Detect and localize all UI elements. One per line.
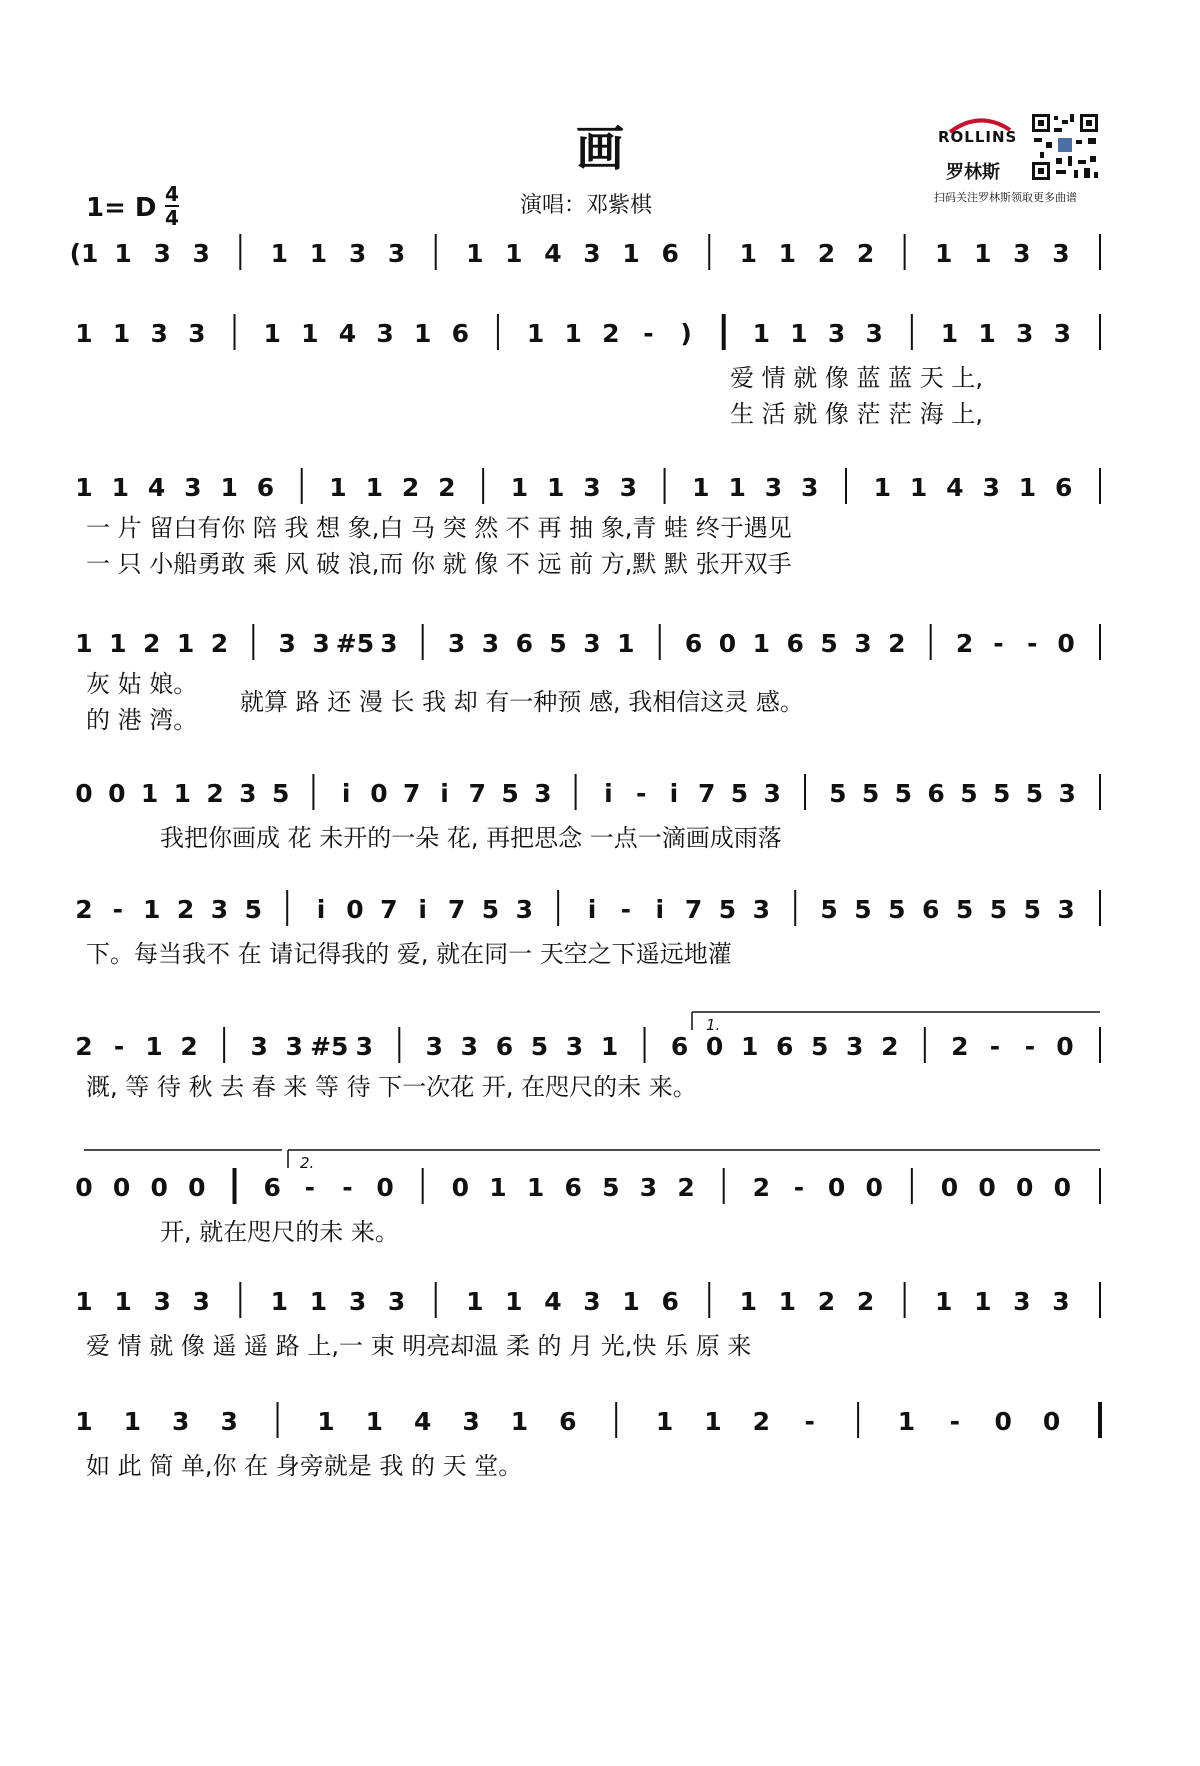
note: 1	[173, 779, 192, 808]
note: 3	[1058, 779, 1076, 808]
lyric-line: 生 活 就 像 茫 茫 海 上,	[730, 400, 984, 428]
note: 1	[270, 1287, 289, 1316]
note: 0	[188, 1173, 206, 1202]
note: 0	[1042, 1407, 1061, 1436]
note: 1	[263, 319, 281, 348]
note: 1	[510, 1407, 529, 1436]
note: 1	[466, 239, 484, 268]
note: 3	[846, 1032, 864, 1061]
note: 1	[365, 1407, 383, 1436]
note: 3	[763, 779, 781, 808]
lyric-line: 如 此 简 单,你 在 身旁就是 我 的 天 堂。	[86, 1452, 523, 1480]
note: 3	[764, 473, 783, 502]
logo-chinese: 罗林斯	[946, 162, 1000, 183]
note: 3	[827, 319, 846, 348]
note: 1	[752, 319, 771, 348]
note: 0	[978, 1173, 996, 1202]
note: 1	[692, 473, 710, 502]
note: 5	[718, 895, 737, 924]
note: 1	[934, 239, 953, 268]
note: 1	[505, 239, 523, 268]
note: -	[1027, 629, 1038, 658]
note: 7	[447, 895, 466, 924]
note: 5	[501, 779, 519, 808]
note: )	[680, 319, 692, 348]
note: 1	[309, 1287, 328, 1316]
note: 4	[544, 239, 562, 268]
note: 6	[661, 1287, 679, 1316]
lyric-line: 灰 姑 娘。	[86, 670, 198, 698]
note: 3	[1053, 319, 1072, 348]
note: 4	[946, 473, 964, 502]
note: 1	[974, 239, 992, 268]
note: 3	[355, 1032, 373, 1061]
note: 1	[75, 319, 93, 348]
note: -	[620, 895, 632, 924]
volta-label: 2.	[300, 1154, 315, 1172]
note: 2	[438, 473, 456, 502]
note: 1	[547, 473, 565, 502]
note: 1	[176, 629, 195, 658]
note: 1	[739, 1287, 758, 1316]
note: 3	[865, 319, 883, 348]
note: 3	[387, 239, 406, 268]
note: 1	[114, 239, 132, 268]
note: 2	[888, 629, 906, 658]
note: 6	[775, 1032, 794, 1061]
note: 5	[811, 1032, 829, 1061]
note: 0	[108, 779, 126, 808]
note: 1	[752, 629, 771, 658]
note: 3	[583, 473, 601, 502]
note: 1	[466, 1287, 484, 1316]
note: 0	[346, 895, 364, 924]
note: 3	[583, 239, 601, 268]
note: 3	[982, 473, 1000, 502]
note: 2	[602, 319, 620, 348]
note: 1	[75, 629, 93, 658]
note: 3	[220, 1407, 238, 1436]
note: 0	[705, 1032, 724, 1061]
note: 0	[994, 1407, 1012, 1436]
note: i	[587, 895, 597, 924]
note: 5	[888, 895, 906, 924]
note: -	[304, 1173, 315, 1202]
note: 0	[370, 779, 388, 808]
note: 5	[730, 779, 749, 808]
note: 3	[1057, 895, 1075, 924]
note: 3	[380, 629, 398, 658]
lyric-line: 爱 情 就 像 蓝 蓝 天 上,	[730, 364, 984, 392]
note: 0	[75, 779, 93, 808]
note: 3	[460, 1032, 479, 1061]
note: 3	[481, 629, 500, 658]
note: 1	[778, 1287, 797, 1316]
note: 2	[677, 1173, 695, 1202]
note: 4	[147, 473, 166, 502]
note: 2	[881, 1032, 899, 1061]
singer-credit: 演唱：邓紫棋	[520, 193, 653, 218]
note: 1	[329, 473, 347, 502]
note: i	[655, 895, 665, 924]
note: 3	[312, 629, 330, 658]
note: 3	[801, 473, 819, 502]
note: 5	[992, 779, 1011, 808]
note: -	[643, 319, 654, 348]
note: 1	[140, 779, 159, 808]
note: 3	[188, 319, 206, 348]
note: 6	[564, 1173, 582, 1202]
note: i	[316, 895, 326, 924]
note: -	[113, 1032, 125, 1061]
note: 1	[778, 239, 797, 268]
note: 1	[790, 319, 808, 348]
lyric-line: 溉, 等 待 秋 去 春 来 等 待 下一次花 开, 在咫尺的未 来。	[86, 1073, 697, 1101]
note: 1	[934, 1287, 953, 1316]
note: 6	[786, 629, 804, 658]
note: 6	[1055, 473, 1073, 502]
qr-caption: 扫码关注罗林斯领取更多曲谱	[934, 191, 1077, 204]
note: 1	[317, 1407, 335, 1436]
note: 5	[829, 779, 847, 808]
note: i	[341, 779, 351, 808]
note: 0	[1057, 629, 1075, 658]
note: 3	[348, 1287, 367, 1316]
note: 1	[526, 319, 545, 348]
note: 3	[184, 473, 202, 502]
note: 6	[559, 1407, 577, 1436]
note: 0	[865, 1173, 883, 1202]
note: #5	[310, 1032, 349, 1061]
note: 5	[820, 629, 838, 658]
note: 6	[263, 1173, 281, 1202]
note: 6	[921, 895, 940, 924]
note: 7	[380, 895, 398, 924]
note: 2	[955, 629, 974, 658]
note: 0	[827, 1173, 846, 1202]
note: 6	[927, 779, 945, 808]
note: 2	[176, 895, 195, 924]
note: -	[342, 1173, 353, 1202]
note: 1	[75, 1407, 93, 1436]
note: 6	[515, 629, 533, 658]
note: 6	[661, 239, 679, 268]
note: 3	[153, 1287, 171, 1316]
note: 1	[897, 1407, 916, 1436]
note: 2	[401, 473, 420, 502]
note: 0	[718, 629, 737, 658]
note: 1	[365, 473, 383, 502]
note: 4	[544, 1287, 562, 1316]
note: 3	[250, 1032, 268, 1061]
lyric-line: 一 只 小船勇敢 乘 风 破 浪,而 你 就 像 不 远 前 方,默 默 张开双手	[86, 550, 792, 578]
note: 1	[112, 319, 131, 348]
note: 3	[210, 895, 229, 924]
note: 1	[413, 319, 432, 348]
note: 0	[112, 1173, 131, 1202]
note: 3	[1013, 239, 1031, 268]
note: (1	[69, 239, 99, 268]
note: 6	[256, 473, 275, 502]
note: 5	[549, 629, 567, 658]
note: 3	[1052, 1287, 1070, 1316]
note: 1	[220, 473, 238, 502]
note: 1	[309, 239, 328, 268]
note: 5	[955, 895, 974, 924]
note: 1	[739, 239, 758, 268]
note: 3	[425, 1032, 444, 1061]
note: 7	[468, 779, 486, 808]
note: 1	[655, 1407, 674, 1436]
note: i	[604, 779, 613, 808]
note: 2	[752, 1407, 771, 1436]
note: -	[1024, 1032, 1036, 1061]
note: 2	[752, 1173, 771, 1202]
note: 1	[974, 1287, 992, 1316]
note: 3	[192, 1287, 210, 1316]
note: 3	[462, 1407, 480, 1436]
note: 5	[602, 1173, 620, 1202]
note: 3	[447, 629, 466, 658]
note: 1	[873, 473, 891, 502]
note: 1	[489, 1173, 507, 1202]
note: 3	[1013, 1287, 1031, 1316]
lyric-line: 我把你画成 花 未开的一朵 花, 再把思念 一点一滴画成雨落	[160, 824, 782, 852]
note: 1	[940, 319, 959, 348]
lyric-line: 开, 就在咫尺的未 来。	[160, 1218, 399, 1246]
key-signature: 1= D	[86, 193, 157, 223]
note: 5	[820, 895, 838, 924]
note: 1	[75, 1287, 93, 1316]
note: 6	[451, 319, 469, 348]
note: -	[635, 779, 647, 808]
note: 1	[704, 1407, 722, 1436]
note: 2	[75, 1032, 93, 1061]
lyric-line: 就算 路 还 漫 长 我 却 有一种预 感, 我相信这灵 感。	[240, 688, 804, 716]
note: 2	[856, 239, 875, 268]
note: 5	[1023, 895, 1041, 924]
note: 1	[143, 895, 161, 924]
note: -	[804, 1407, 815, 1436]
note: 3	[387, 1287, 406, 1316]
note: 4	[413, 1407, 432, 1436]
note: 6	[684, 629, 703, 658]
note: 3	[376, 319, 394, 348]
logo-word: ROLLINS	[938, 128, 1018, 146]
note: 1	[600, 1032, 619, 1061]
note: #5	[335, 629, 375, 658]
note: i	[669, 779, 679, 808]
note: 1	[145, 1032, 163, 1061]
note: -	[793, 1173, 805, 1202]
meter-top: 4	[165, 182, 179, 206]
note: 3	[515, 895, 533, 924]
note: 5	[989, 895, 1008, 924]
note: 1	[622, 1287, 640, 1316]
note: 2	[817, 1287, 836, 1316]
note: 2	[856, 1287, 875, 1316]
note: 3	[192, 239, 210, 268]
note: 1	[301, 319, 319, 348]
note: 3	[172, 1407, 190, 1436]
note: 6	[670, 1032, 689, 1061]
note: 2	[143, 629, 161, 658]
note: 1	[123, 1407, 142, 1436]
note: 3	[285, 1032, 303, 1061]
note: 0	[150, 1173, 168, 1202]
note: 3	[583, 629, 601, 658]
note: 3	[534, 779, 552, 808]
note: 2	[817, 239, 836, 268]
note: 1	[740, 1032, 759, 1061]
note: 1	[270, 239, 289, 268]
note: 7	[403, 779, 421, 808]
note: -	[949, 1407, 961, 1436]
note: 1	[505, 1287, 523, 1316]
note: 5	[530, 1032, 549, 1061]
note: 3	[854, 629, 872, 658]
note: 3	[348, 239, 367, 268]
note: 0	[1056, 1032, 1074, 1061]
note: 0	[376, 1173, 394, 1202]
note: 7	[684, 895, 703, 924]
note: 0	[1016, 1173, 1034, 1202]
note: 5	[854, 895, 872, 924]
note: 3	[639, 1173, 658, 1202]
note: 0	[75, 1173, 93, 1202]
note: 5	[960, 779, 978, 808]
note: 3	[619, 473, 637, 502]
note: 2	[951, 1032, 969, 1061]
note: 1	[728, 473, 746, 502]
note: 1	[909, 473, 928, 502]
note: 1	[75, 473, 93, 502]
note: 6	[495, 1032, 514, 1061]
note: 7	[698, 779, 716, 808]
note: 1	[617, 629, 635, 658]
note: 5	[271, 779, 290, 808]
note: 2	[206, 779, 224, 808]
note: 1	[526, 1173, 545, 1202]
note: 2	[75, 895, 93, 924]
note: 3	[1052, 239, 1070, 268]
note: 1	[1018, 473, 1037, 502]
note: 2	[180, 1032, 198, 1061]
note: 1	[114, 1287, 132, 1316]
note: 3	[239, 779, 257, 808]
note: 2	[210, 629, 229, 658]
note: 3	[150, 319, 168, 348]
note: 5	[894, 779, 913, 808]
note: 4	[338, 319, 357, 348]
meter-bottom: 4	[165, 206, 179, 230]
lyric-line: 一 片 留白有你 陪 我 想 象,白 马 突 然 不 再 抽 象,青 蛙 终于遇见	[86, 514, 792, 542]
note: 1	[622, 239, 640, 268]
lyric-line: 爱 情 就 像 遥 遥 路 上,一 束 明亮却温 柔 的 月 光,快 乐 原 来	[86, 1332, 752, 1360]
volta-label: 1.	[706, 1016, 721, 1034]
note: 1	[978, 319, 996, 348]
note: 5	[481, 895, 500, 924]
note: 1	[564, 319, 582, 348]
note: i	[418, 895, 427, 924]
note: 1	[510, 473, 529, 502]
note: 0	[1053, 1173, 1072, 1202]
note: 1	[111, 473, 129, 502]
note: -	[112, 895, 124, 924]
note: 3	[278, 629, 296, 658]
note: 1	[109, 629, 127, 658]
note: 5	[1025, 779, 1044, 808]
note: 0	[940, 1173, 959, 1202]
note: 3	[1016, 319, 1034, 348]
note: 3	[752, 895, 771, 924]
note: 3	[565, 1032, 584, 1061]
note: -	[993, 629, 1004, 658]
note: -	[989, 1032, 1001, 1061]
note: 0	[451, 1173, 469, 1202]
lyric-line: 的 港 湾。	[86, 706, 198, 734]
note: 3	[583, 1287, 601, 1316]
note: 3	[153, 239, 171, 268]
note: 5	[244, 895, 263, 924]
note: i	[440, 779, 449, 808]
lyric-line: 下。每当我不 在 请记得我的 爱, 就在同一 天空之下遥远地灌	[86, 940, 732, 968]
note: 5	[861, 779, 880, 808]
song-title: 画	[575, 121, 624, 177]
